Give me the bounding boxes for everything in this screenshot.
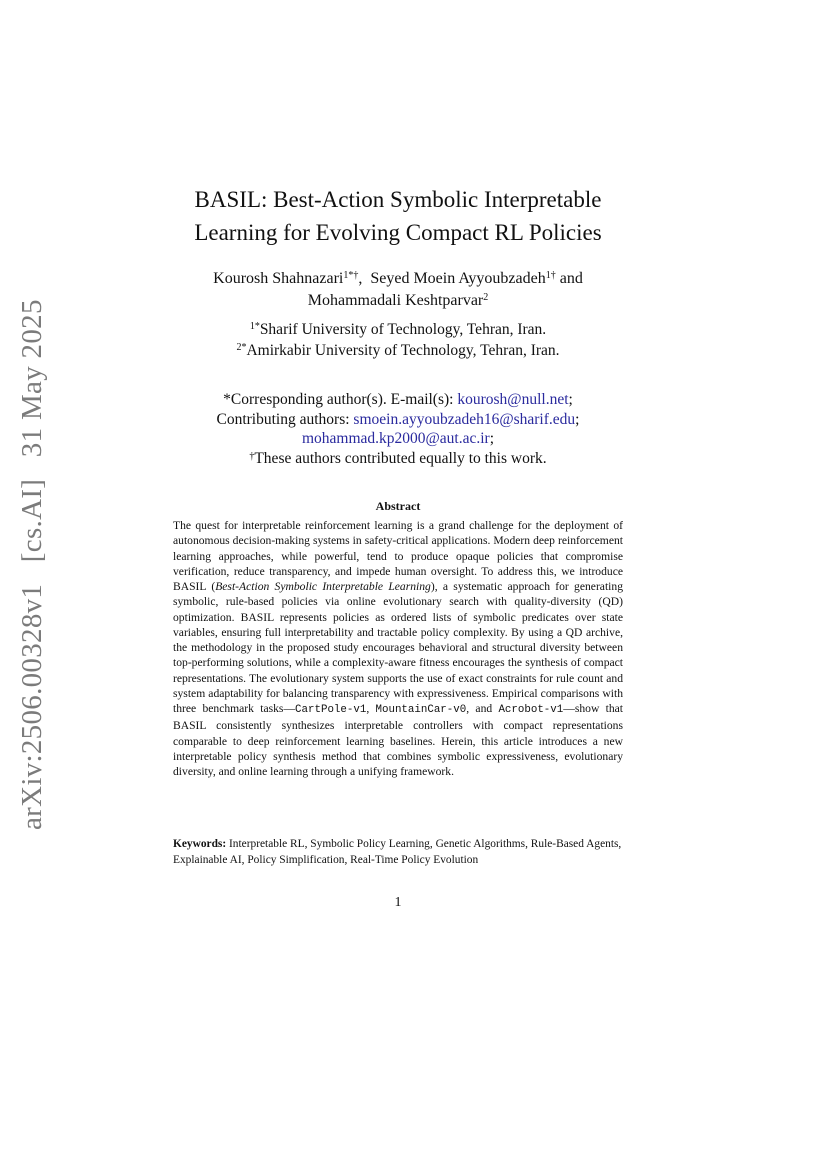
contributing-label: Contributing authors: xyxy=(216,410,354,428)
author-separator: , xyxy=(358,270,371,287)
abstract-italic-name: Best-Action Symbolic Interpretable Learning xyxy=(215,580,431,593)
keywords-label: Keywords: xyxy=(173,838,227,850)
arxiv-id: arXiv:2506.00328v1 xyxy=(16,583,48,830)
affiliation-item xyxy=(150,340,646,361)
benchmark-code: Acrobot-v1 xyxy=(498,704,564,716)
author-affil-mark: 1*† xyxy=(343,270,359,281)
author-affil-mark: 1† xyxy=(545,270,556,281)
abstract-separator: , xyxy=(366,702,376,715)
affiliation-mark: 1* xyxy=(249,321,260,332)
corresponding-author-line xyxy=(150,390,646,410)
author-name: Seyed Moein Ayyoubzadeh xyxy=(370,270,546,287)
affiliation-text: Amirkabir University of Technology, Tehran, Iran. xyxy=(246,342,560,359)
affiliation-text: Sharif University of Technology, Tehran, Iran. xyxy=(259,321,547,338)
separator: ; xyxy=(489,430,495,447)
arxiv-stamp xyxy=(16,299,49,830)
abstract-text: The quest for interpretable reinforcement learning is a grand challenge for the deployment of autonomous decision-making systems in safety-critical applications. Modern deep reinforcement learning approaches, while powerful, tend to produce opaque policies that compromise verification, reduce transparency, and impede human oversight. To address this, we introduce BASIL ( xyxy=(173,519,623,593)
title-line-1: BASIL: Best-Action Symbolic Interpretable xyxy=(194,187,602,212)
contributing-authors-line xyxy=(150,410,646,430)
keywords-text: Interpretable RL, Symbolic Policy Learning, Genetic Algorithms, Rule-Based Agents, Explainable AI, Policy Simplification, Real-Time Policy Evolution xyxy=(173,838,625,866)
abstract-heading: Abstract xyxy=(375,499,421,513)
abstract-body xyxy=(173,518,623,779)
equal-contribution-text: These authors contributed equally to this work. xyxy=(254,449,547,467)
author-line-2 xyxy=(150,290,646,312)
author-line-1 xyxy=(150,268,646,290)
affiliation-item xyxy=(150,319,646,340)
abstract-text: —show that BASIL consistently synthesizes interpretable controllers with compact representations comparable to deep reinforcement learning baselines. Herein, this article introduces a new interpretable policy synthesis method that combines symbolic expressiveness, evolutionary diversity, and online learning through a unifying framework. xyxy=(173,702,623,778)
keywords-block xyxy=(173,837,623,868)
affiliation-list xyxy=(150,319,646,361)
benchmark-code: MountainCar-v0 xyxy=(375,704,467,716)
arxiv-date: 31 May 2025 xyxy=(16,299,48,458)
title-line-2: Learning for Evolving Compact RL Policies xyxy=(194,220,602,245)
separator: ; xyxy=(568,391,573,408)
benchmark-code: CartPole-v1 xyxy=(295,704,367,716)
author-list xyxy=(150,268,646,312)
corresponding-email-link[interactable]: kourosh@null.net xyxy=(457,391,569,408)
author-and: and xyxy=(555,270,583,287)
contact-block xyxy=(150,390,646,468)
dagger-mark: † xyxy=(249,450,255,462)
equal-contribution-note xyxy=(150,449,646,469)
contributing-email-line xyxy=(150,429,646,449)
author-affil-mark: 2 xyxy=(483,292,489,303)
author-name: Mohammadali Keshtparvar xyxy=(307,292,484,309)
paper-title xyxy=(120,183,676,249)
contributing-email-link[interactable]: mohammad.kp2000@aut.ac.ir xyxy=(301,430,490,447)
author-name: Kourosh Shahnazari xyxy=(213,270,344,287)
arxiv-category: [cs.AI] xyxy=(16,478,48,563)
affiliation-mark: 2* xyxy=(236,342,247,353)
contributing-email-link[interactable]: smoein.ayyoubzadeh16@sharif.edu xyxy=(353,410,576,428)
separator: ; xyxy=(575,410,580,428)
abstract-separator: , and xyxy=(466,702,499,715)
page-number: 1 xyxy=(394,895,402,910)
corresponding-label: *Corresponding author(s). E-mail(s): xyxy=(223,391,458,408)
abstract-text: ), a systematic approach for generating symbolic, rule-based policies via online evolutionary search with quality-diversity (QD) optimization. BASIL represents policies as ordered lists of symbolic predicates over state variables, ensuring full interpretability and tractable policy complexity. By using a QD archive, the methodology in the proposed study encourages behavioral and structural diversity between top-performing solutions, while a complexity-aware fitness encourages the synthesis of compact representations. The evolutionary system supports the use of exact constraints for rule count and system adaptability for balancing transparency with expressiveness. Empirical comparisons with three benchmark tasks— xyxy=(173,580,623,715)
